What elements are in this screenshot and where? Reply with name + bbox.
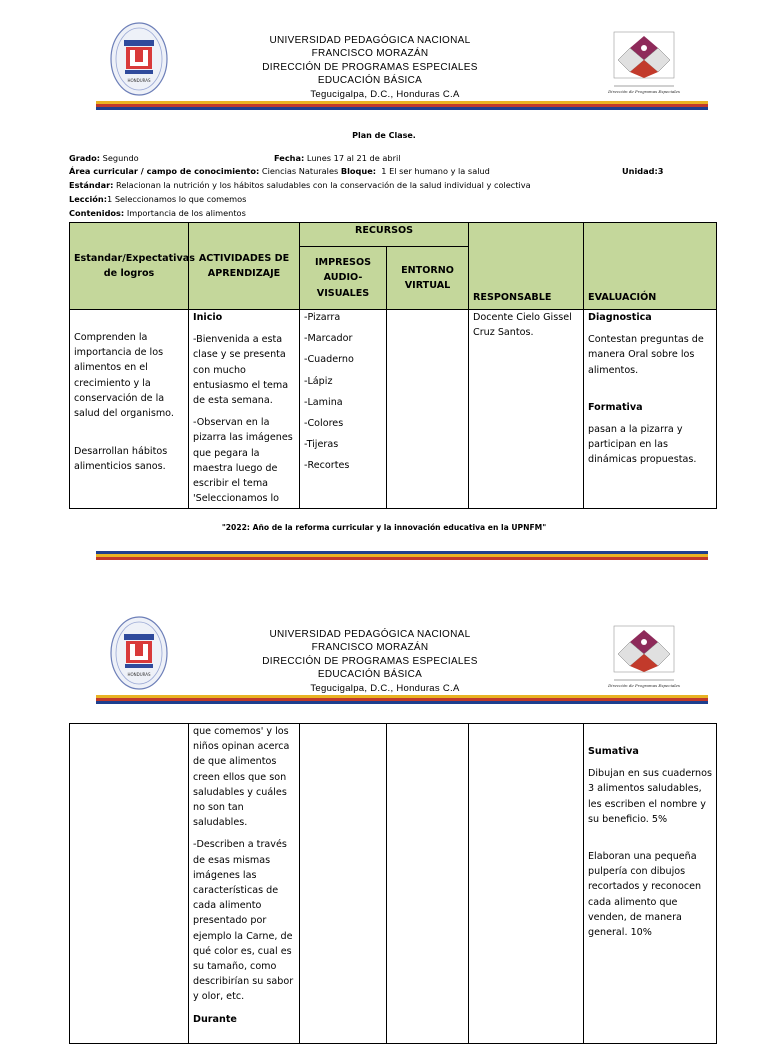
cell-entorno xyxy=(387,310,469,509)
header-impresos: IMPRESOS AUDIO-VISUALES xyxy=(300,247,387,310)
university-subname: FRANCISCO MORAZÁN xyxy=(311,642,429,654)
fecha-line: Fecha: Lunes 17 al 21 de abril xyxy=(274,153,401,163)
list-item: -Tijeras xyxy=(304,439,339,451)
header-stripes xyxy=(96,101,708,110)
cell-actividades: que comemos' y los niños opinan acerca de que alimentos creen ellos que son saludables y cuáles no son tan saludables. -Describen a través de esas mismas imágenes las características de cada alimento presentado por ejemplo la Carne, de qué color es, cual es su tamaño, como describirían su sabor y olor, etc. Durante xyxy=(189,724,300,1044)
document-page-2 xyxy=(0,594,768,1024)
institution-header xyxy=(220,628,520,695)
svg-text:Dirección de Programas Especia: Dirección de Programas Especiales xyxy=(608,683,680,688)
cell-entorno xyxy=(387,724,469,1044)
cell-responsable: Docente Cielo Gissel Cruz Santos. xyxy=(469,310,584,509)
area-line: Área curricular / campo de conocimiento: Ciencias Naturales Bloque: 1 El ser humano y la salud xyxy=(69,166,490,176)
header-actividades: ACTIVIDADES DE APRENDIZAJE xyxy=(189,223,300,310)
svg-text:HONDURAS: HONDURAS xyxy=(127,78,151,83)
university-name: UNIVERSIDAD PEDAGÓGICA NACIONAL xyxy=(269,35,471,46)
university-name: UNIVERSIDAD PEDAGÓGICA NACIONAL xyxy=(269,629,471,640)
direction-name: DIRECCIÓN DE PROGRAMAS ESPECIALES xyxy=(262,61,478,73)
contenidos-line: Contenidos: Importancia de los alimentos xyxy=(69,208,246,218)
header-entorno: ENTORNO VIRTUAL xyxy=(387,247,469,310)
list-item: -Cuaderno xyxy=(304,354,354,366)
institution-header xyxy=(220,34,520,101)
cell-evaluacion: Sumativa Dibujan en sus cuadernos 3 alimentos saludables, les escriben el nombre y su beneficio. 5% Elaboran una pequeña pulpería con dibujos recortados y reconocen cada alimento que venden, de manera general. 10% xyxy=(584,724,717,1044)
lesson-plan-table-continued xyxy=(69,723,717,1044)
footer-note: "2022: Año de la reforma curricular y la innovación educativa en la UPNFM" xyxy=(221,523,547,532)
unidad-label: Unidad:3 xyxy=(622,166,664,176)
document-title: Plan de Clase. xyxy=(352,131,416,140)
leccion-line: Lección:1 Seleccionamos lo que comemos xyxy=(69,194,247,204)
city-line: Tegucigalpa, D.C., Honduras C.A xyxy=(310,682,460,694)
svg-text:HONDURAS: HONDURAS xyxy=(127,672,151,677)
header-recursos: RECURSOS xyxy=(300,223,469,247)
footer-stripes xyxy=(96,551,708,560)
list-item: -Colores xyxy=(304,418,344,430)
cell-estandar: Comprenden la importancia de los alimentos en el crecimiento y la conservación de la salud del organismo. Desarrollan hábitos alimenticios sanos. xyxy=(70,310,189,509)
cell-actividades: Inicio -Bienvenida a esta clase y se presenta con mucho entusiasmo el tema de esta semana. -Observan en la pizarra las imágenes que pegara la maestra luego de escribir el tema 'Seleccionamos lo xyxy=(189,310,300,509)
cell-recursos xyxy=(300,310,387,509)
program-name: EDUCACIÓN BÁSICA xyxy=(317,669,423,681)
list-item: -Recortes xyxy=(304,460,350,472)
list-item: -Pizarra xyxy=(304,312,341,323)
estandar-line: Estándar: Relacionan la nutrición y los hábitos saludables con la conservación de la salud individual y colectiva xyxy=(69,180,531,190)
svg-text:Dirección de Programas Especia: Dirección de Programas Especiales xyxy=(608,89,680,94)
list-item: -Marcador xyxy=(304,333,353,345)
cell-recursos xyxy=(300,724,387,1044)
cell-evaluacion: Diagnostica Contestan preguntas de manera Oral sobre los alimentos. Formativa pasan a la pizarra y participan en las dinámicas propuestas. xyxy=(584,310,717,509)
list-item: -Lamina xyxy=(304,396,343,408)
cell-estandar xyxy=(70,724,189,1044)
programs-logo-icon xyxy=(608,30,680,98)
grado-line: Grado: Segundo xyxy=(69,153,139,163)
header-stripes xyxy=(96,695,708,704)
cell-responsable xyxy=(469,724,584,1044)
university-seal-icon xyxy=(110,22,168,96)
header-responsable: RESPONSABLE xyxy=(469,223,584,310)
university-seal-icon xyxy=(110,616,168,690)
university-subname: FRANCISCO MORAZÁN xyxy=(311,48,429,60)
city-line: Tegucigalpa, D.C., Honduras C.A xyxy=(310,88,460,100)
header-estandar: Estandar/Expectativas de logros xyxy=(70,223,189,310)
lesson-plan-table xyxy=(69,222,717,509)
list-item: -Lápiz xyxy=(304,375,333,387)
program-name: EDUCACIÓN BÁSICA xyxy=(317,75,423,87)
programs-logo-icon xyxy=(608,624,680,692)
header-evaluacion: EVALUACIÓN xyxy=(584,223,717,310)
direction-name: DIRECCIÓN DE PROGRAMAS ESPECIALES xyxy=(262,655,478,667)
